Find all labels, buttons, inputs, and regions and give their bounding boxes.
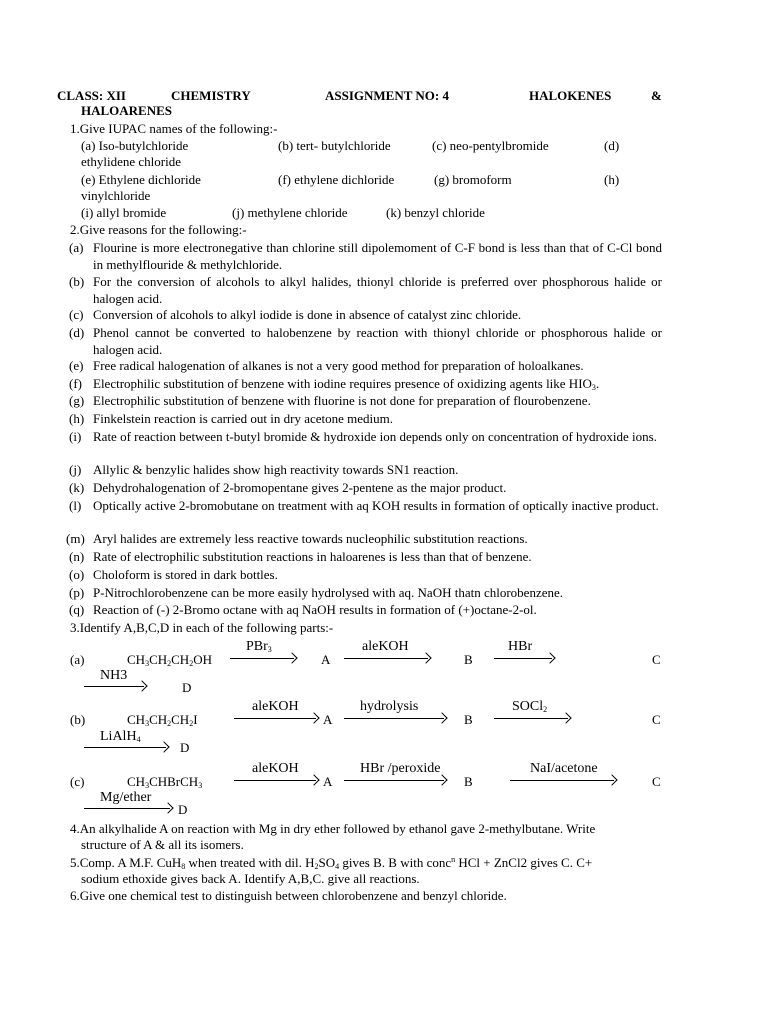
q2-label: (o) bbox=[69, 567, 85, 582]
reaction-arrow bbox=[344, 780, 444, 781]
q1-c: (c) neo-pentylbromide bbox=[432, 138, 549, 153]
q3-b-B: B bbox=[464, 712, 473, 727]
q3-c-A: A bbox=[323, 774, 333, 789]
q3-b-reagent-3: SOCl$_2$ bbox=[512, 699, 548, 714]
q1-h: (h) bbox=[604, 172, 620, 187]
q3-b-reagent-1: aleKOH bbox=[252, 699, 299, 714]
q1-h-text: vinylchloride bbox=[81, 188, 151, 203]
reaction-arrow bbox=[84, 747, 166, 748]
reaction-arrow bbox=[234, 780, 316, 781]
q2-label: (n) bbox=[69, 549, 85, 564]
q2-reason: Choloform is stored in dark bottles. bbox=[93, 567, 278, 582]
q1-j: (j) methylene chloride bbox=[232, 205, 348, 220]
q2-reason: Aryl halides are extremely less reactive towards nucleophilic substitution reactions. bbox=[93, 531, 528, 546]
q1-e: (e) Ethylene dichloride bbox=[81, 172, 201, 187]
q2-reason: Flourine is more electronegative than chlorine still dipolemoment of C-F bond is less than that of C-Cl bond in methylflouride & methylchloride. bbox=[93, 240, 662, 272]
q3-b-reagent-4: LiAlH$_4$ bbox=[100, 729, 141, 744]
q3-b-start: $CH_3CH_2CH_2I$ bbox=[127, 712, 198, 728]
q2-reason: Dehydrohalogenation of 2-bromopentane gives 2-pentene as the major product. bbox=[93, 480, 507, 495]
q3-b-A: A bbox=[323, 712, 333, 727]
q3-b-reagent-2: hydrolysis bbox=[360, 699, 419, 714]
q3-a-reagent-4: NH3 bbox=[100, 668, 128, 683]
q5-line-2: sodium ethoxide gives back A. Identify A,B,C. give all reactions. bbox=[81, 871, 420, 886]
q2-reason: Free radical halogenation of alkanes is not a very good method for preparation of holoalkanes. bbox=[93, 358, 584, 373]
q2-reason: P-Nitrochlorobenzene can be more easily hydrolysed with aq. NaOH thatn chlorobenzene. bbox=[93, 585, 564, 600]
q3-c-B: B bbox=[464, 774, 473, 789]
q3-a-label: (a) bbox=[70, 652, 85, 667]
q1-i: (i) allyl bromide bbox=[81, 205, 167, 220]
q1-title: 1.Give IUPAC names of the following:- bbox=[70, 121, 278, 136]
q1-a: (a) Iso-butylchloride bbox=[81, 138, 189, 153]
reaction-arrow bbox=[234, 718, 316, 719]
q2-reason: For the conversion of alcohols to alkyl halides, thionyl chloride is preferred over phosphorous halide or halogen acid. bbox=[93, 274, 662, 306]
q2-reason: Finkelstein reaction is carried out in dry acetone medium. bbox=[93, 411, 393, 426]
q2-reason: Electrophilic substitution of benzene with fluorine is not done for preparation of flourobenzene. bbox=[93, 393, 591, 408]
q3-c-label: (c) bbox=[70, 774, 85, 789]
topic-ampersand: & bbox=[651, 88, 662, 103]
q4-line-2: structure of A & all its isomers. bbox=[81, 837, 244, 852]
q3-c-C: C bbox=[652, 774, 661, 789]
q3-a-B: B bbox=[464, 652, 473, 667]
q2-reason: Optically active 2-bromobutane on treatment with aq KOH results in formation of optically inactive product. bbox=[93, 498, 659, 513]
q3-c-D: D bbox=[178, 802, 188, 817]
q3-c-reagent-1: aleKOH bbox=[252, 761, 299, 776]
q3-a-reagent-1: PBr$_3$ bbox=[246, 639, 272, 654]
q2-label: (h) bbox=[69, 411, 85, 426]
q6-line-1: 6.Give one chemical test to distinguish between chlorobenzene and benzyl chloride. bbox=[70, 888, 507, 903]
q2-label: (i) bbox=[69, 429, 82, 444]
q2-label: (p) bbox=[69, 585, 85, 600]
topic-haloarenes: HALOARENES bbox=[81, 103, 173, 118]
q2-label: (a) bbox=[69, 240, 84, 255]
q3-a-C: C bbox=[652, 652, 661, 667]
q2-label: (d) bbox=[69, 325, 85, 340]
q2-reason: Rate of reaction between t-butyl bromide & hydroxide ion depends only on concentration of hydroxide ions. bbox=[93, 429, 657, 444]
q2-reason: Phenol cannot be converted to halobenzene by reaction with thionyl chloride or phosphorous halide or halogen acid. bbox=[93, 325, 662, 357]
reaction-arrow bbox=[510, 780, 614, 781]
q3-a-A: A bbox=[321, 652, 331, 667]
q2-reason: Allylic & benzylic halides show high reactivity towards SN1 reaction. bbox=[93, 462, 459, 477]
reaction-arrow bbox=[344, 718, 444, 719]
q2-label: (m) bbox=[66, 531, 85, 546]
q3-a-reagent-2: aleKOH bbox=[362, 639, 409, 654]
q3-c-start: $CH_3CHBrCH_3$ bbox=[127, 774, 203, 790]
assignment-number: ASSIGNMENT NO: 4 bbox=[325, 88, 450, 103]
q2-reason: Reaction of (-) 2-Bromo octane with aq NaOH results in formation of (+)octane-2-ol. bbox=[93, 602, 537, 617]
reaction-arrow bbox=[494, 718, 568, 719]
q2-label: (l) bbox=[69, 498, 82, 513]
q3-b-C: C bbox=[652, 712, 661, 727]
topic-halokenes: HALOKENES bbox=[529, 88, 612, 103]
q2-label: (j) bbox=[69, 462, 82, 477]
q2-label: (f) bbox=[69, 376, 82, 391]
q3-a-D: D bbox=[182, 680, 192, 695]
q2-label: (q) bbox=[69, 602, 85, 617]
q3-b-label: (b) bbox=[70, 712, 86, 727]
q2-reason: Rate of electrophilic substitution reactions in haloarenes is less than that of benzene. bbox=[93, 549, 532, 564]
reaction-arrow bbox=[230, 658, 294, 659]
q3-c-reagent-3: NaI/acetone bbox=[530, 761, 598, 776]
q2-reason-f: Electrophilic substitution of benzene with iodine requires presence of oxidizing agents like $HIO_3$. bbox=[93, 376, 600, 392]
q3-a-reagent-3: HBr bbox=[508, 639, 533, 654]
q3-a-start: $CH_3CH_2CH_2OH$ bbox=[127, 652, 212, 668]
q2-title: 2.Give reasons for the following:- bbox=[70, 222, 247, 237]
q2-label: (g) bbox=[69, 393, 85, 408]
q2-label: (c) bbox=[69, 307, 84, 322]
q1-d-text: ethylidene chloride bbox=[81, 154, 181, 169]
q1-b: (b) tert- butylchloride bbox=[278, 138, 391, 153]
q3-title: 3.Identify A,B,C,D in each of the following parts:- bbox=[70, 620, 334, 635]
q2-reason: Conversion of alcohols to alkyl iodide is done in absence of catalyst zinc chloride. bbox=[93, 307, 522, 322]
reaction-arrow bbox=[84, 686, 144, 687]
reaction-arrow bbox=[344, 658, 428, 659]
q3-c-reagent-2: HBr /peroxide bbox=[360, 761, 441, 776]
subject-label: CHEMISTRY bbox=[171, 88, 251, 103]
q1-d: (d) bbox=[604, 138, 620, 153]
reaction-arrow bbox=[494, 658, 552, 659]
q2-label: (e) bbox=[69, 358, 84, 373]
q2-label: (k) bbox=[69, 480, 85, 495]
q3-c-reagent-4: Mg/ether bbox=[100, 790, 152, 805]
q4-line-1: 4.An alkylhalide A on reaction with Mg in dry ether followed by ethanol gave 2-methylbutane. Write bbox=[70, 821, 596, 836]
class-label: CLASS: XII bbox=[57, 88, 126, 103]
q1-f: (f) ethylene dichloride bbox=[278, 172, 395, 187]
q3-b-D: D bbox=[180, 740, 190, 755]
q1-k: (k) benzyl chloride bbox=[386, 205, 485, 220]
q5-line-1: 5.Comp. A M.F. CuH$_8$ when treated with dil. $H_2SO_4$ gives B. B with conc$^n$ HCl + ZnCl2 gives C. C+ bbox=[70, 855, 593, 871]
q1-g: (g) bromoform bbox=[434, 172, 512, 187]
reaction-arrow bbox=[84, 808, 170, 809]
q2-label: (b) bbox=[69, 274, 85, 289]
